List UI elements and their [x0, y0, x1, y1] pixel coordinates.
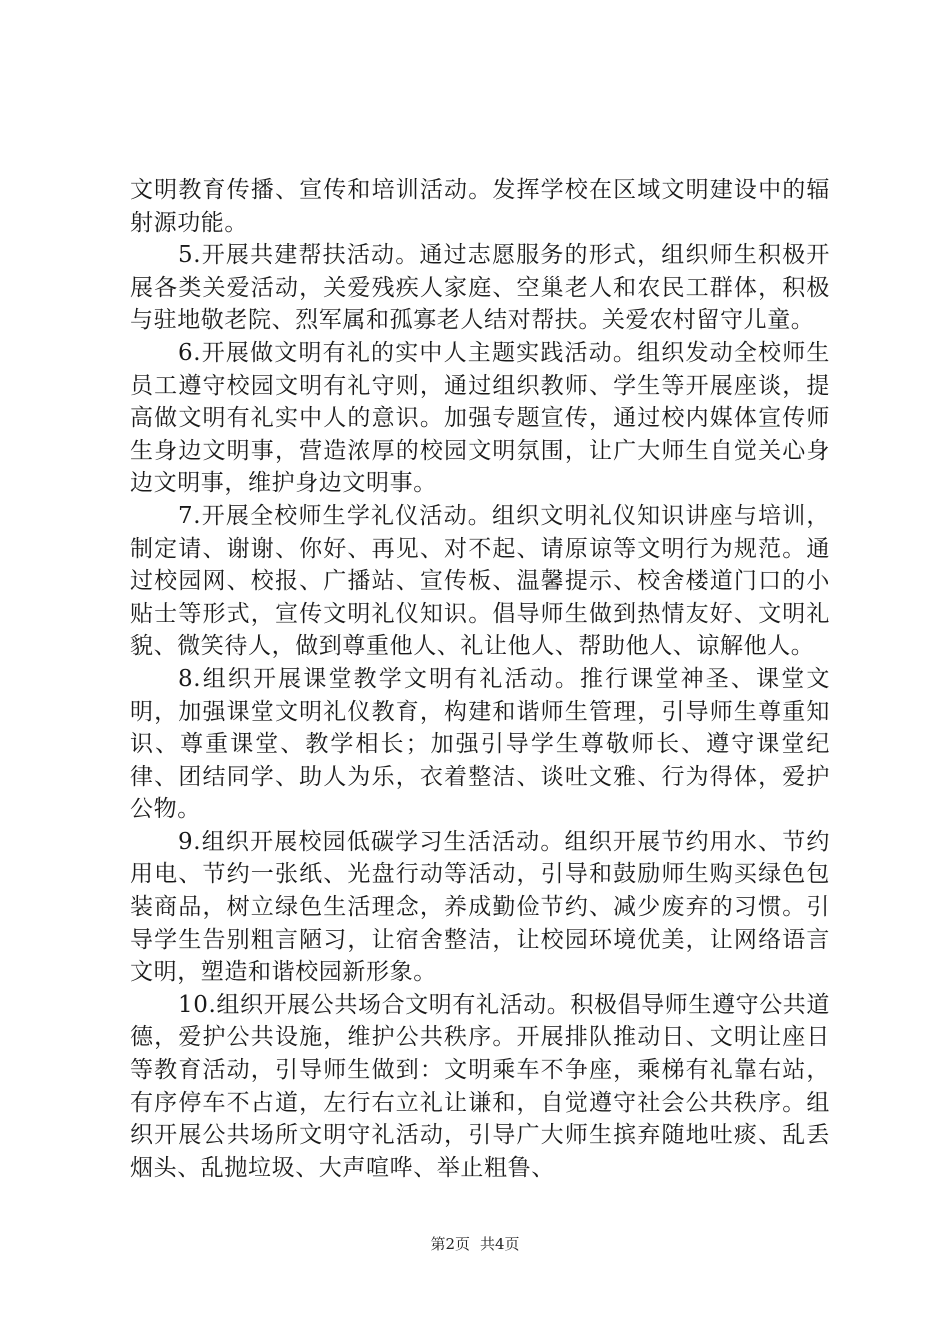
page-number-total: 共4页 [480, 1235, 520, 1253]
paragraph-5: 8.组织开展课堂教学文明有礼活动。推行课堂神圣、课堂文明，加强课堂文明礼仪教育，构建和谐师生管理，引导师生尊重知识、尊重课堂、教学相长；加强引导学生尊敬师长、遵守课堂纪律、团结同学、助人为乐，衣着整洁、谈吐文雅、行为得体，爱护公物。 [130, 665, 830, 823]
paragraph-7: 10.组织开展公共场合文明有礼活动。积极倡导师生遵守公共道德，爱护公共设施，维护公共秩序。开展排队推动日、文明让座日等教育活动，引导师生做到：文明乘车不争座，乘梯有礼靠右站，有序停车不占道，左行右立礼让谦和，自觉遵守社会公共秩序。组织开展公共场所文明守礼活动，引导广大师生摈弃随地吐痰、乱丢烟头、乱抛垃圾、大声喧哗、举止粗鲁、 [130, 991, 830, 1181]
paragraph-6: 9.组织开展校园低碳学习生活活动。组织开展节约用水、节约用电、节约一张纸、光盘行动等活动，引导和鼓励师生购买绿色包装商品，树立绿色生活理念，养成勤俭节约、减少废弃的习惯。引导学生告别粗言陋习，让宿舍整洁，让校园环境优美，让网络语言文明，塑造和谐校园新形象。 [130, 828, 830, 986]
page-number-current: 第2页 [430, 1235, 470, 1253]
paragraph-2: 5.开展共建帮扶活动。通过志愿服务的形式，组织师生积极开展各类关爱活动，关爱残疾人家庭、空巢老人和农民工群体，积极与驻地敬老院、烈军属和孤寡老人结对帮扶。关爱农村留守儿童。 [130, 242, 830, 334]
paragraph-1: 文明教育传播、宣传和培训活动。发挥学校在区域文明建设中的辐射源功能。 [130, 177, 830, 236]
page-footer [0, 1233, 950, 1254]
paragraph-4: 7.开展全校师生学礼仪活动。组织文明礼仪知识讲座与培训，制定请、谢谢、你好、再见、对不起、请原谅等文明行为规范。通过校园网、校报、广播站、宣传板、温馨提示、校舍楼道门口的小贴士等形式，宣传文明礼仪知识。倡导师生做到热情友好、文明礼貌、微笑待人，做到尊重他人、礼让他人、帮助他人、谅解他人。 [130, 502, 830, 660]
paragraph-3: 6.开展做文明有礼的实中人主题实践活动。组织发动全校师生员工遵守校园文明有礼守则，通过组织教师、学生等开展座谈，提高做文明有礼实中人的意识。加强专题宣传，通过校内媒体宣传师生身边文明事，营造浓厚的校园文明氛围，让广大师生自觉关心身边文明事，维护身边文明事。 [130, 339, 830, 497]
document-body [130, 174, 830, 1184]
